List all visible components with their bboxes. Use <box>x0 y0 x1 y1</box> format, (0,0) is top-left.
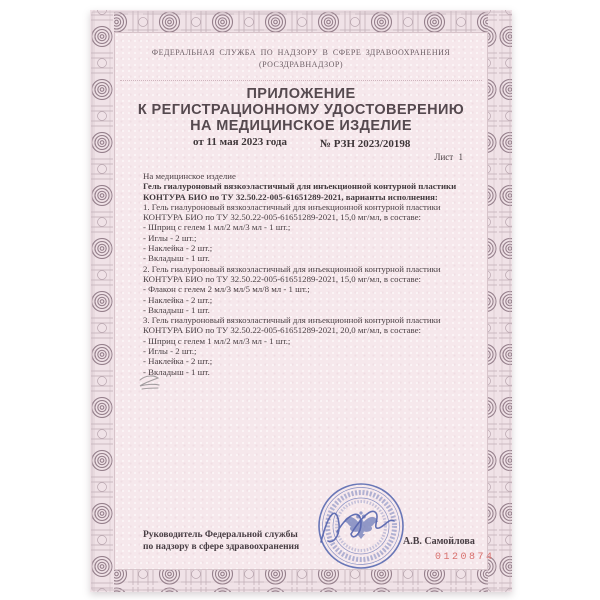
body-line: - Шприц с гелем 1 мл/2 мл/3 мл - 1 шт.; <box>143 222 291 233</box>
body-line: КОНТУРА БИО по ТУ 32.50.22-005-61651289-2021, 15,0 мг/мл, в составе: <box>143 212 421 223</box>
body-line: - Флакон с гелем 2 мл/3 мл/5 мл/8 мл - 1 шт.; <box>143 284 310 295</box>
body-line: - Шприц с гелем 1 мл/2 мл/3 мл - 1 шт.; <box>143 335 291 346</box>
issue-date: от 11 мая 2023 года <box>193 136 287 148</box>
body-line: КОНТУРА БИО по ТУ 32.50.22-005-61651289-2021, варианты исполнения: <box>143 191 438 202</box>
signatory-position-line1: Руководитель Федеральной службы <box>143 530 298 540</box>
registration-number: № РЗН 2023/20198 <box>320 138 411 150</box>
body-line: - Иглы - 2 шт.; <box>143 232 197 243</box>
body-line: Гель гиалуроновый вязкоэластичный для инъекционной контурной пластики <box>143 181 457 192</box>
issuing-authority-line2: (РОСЗДРАВНАДЗОР) <box>258 60 344 69</box>
doc-title-line1: ПРИЛОЖЕНИЕ <box>246 86 356 102</box>
body-line: КОНТУРА БИО по ТУ 32.50.22-005-61651289-2021, 20,0 мг/мл, в составе: <box>143 325 421 336</box>
body-line: На медицинское изделие <box>143 171 236 181</box>
dotted-separator <box>120 80 482 81</box>
body-line: 2. Гель гиалуроновый вязкоэластичный для инъекционной контурной пластики <box>143 263 441 274</box>
official-seal <box>315 480 407 572</box>
body-line: КОНТУРА БИО по ТУ 32.50.22-005-61651289-2021, 15,0 мг/мл, в составе: <box>143 273 421 284</box>
body-line: 3. Гель гиалуроновый вязкоэластичный для инъекционной контурной пластики <box>143 315 441 326</box>
border-right <box>488 10 512 592</box>
border-top <box>90 10 512 34</box>
issuing-authority-line1: ФЕДЕРАЛЬНАЯ СЛУЖБА ПО НАДЗОРУ В СФЕРЕ ЗДРАВООХРАНЕНИЯ <box>151 48 451 57</box>
body-line: - Наклейка - 2 шт.; <box>143 294 213 305</box>
body-line: - Иглы - 2 шт.; <box>143 346 197 357</box>
signatory-position-line2: по надзору в сфере здравоохранения <box>143 542 300 552</box>
body-line: - Вкладыш - 1 шт. <box>143 304 210 315</box>
certificate-body <box>114 32 495 570</box>
border-left <box>90 10 114 592</box>
doc-title-line3: НА МЕДИЦИНСКОЕ ИЗДЕЛИЕ <box>190 118 412 134</box>
border-bottom <box>90 568 512 592</box>
doc-title-line2: К РЕГИСТРАЦИОННОМУ УДОСТОВЕРЕНИЮ <box>137 102 465 118</box>
signatory-name: А.В. Самойлова <box>403 536 475 547</box>
form-serial-number: 0120874 <box>435 552 495 563</box>
body-line: 1. Гель гиалуроновый вязкоэластичный для инъекционной контурной пластики <box>143 201 441 212</box>
body-line: - Наклейка - 2 шт.; <box>143 243 213 254</box>
body-line: - Наклейка - 2 шт.; <box>143 356 213 367</box>
device-description <box>143 171 479 377</box>
registration-certificate <box>90 10 512 592</box>
sheet-number: Лист 1 <box>434 152 463 162</box>
handwritten-mark <box>136 374 166 396</box>
body-line: - Вкладыш - 1 шт. <box>143 253 210 264</box>
body-line: - Вкладыш - 1 шт. <box>143 366 210 377</box>
